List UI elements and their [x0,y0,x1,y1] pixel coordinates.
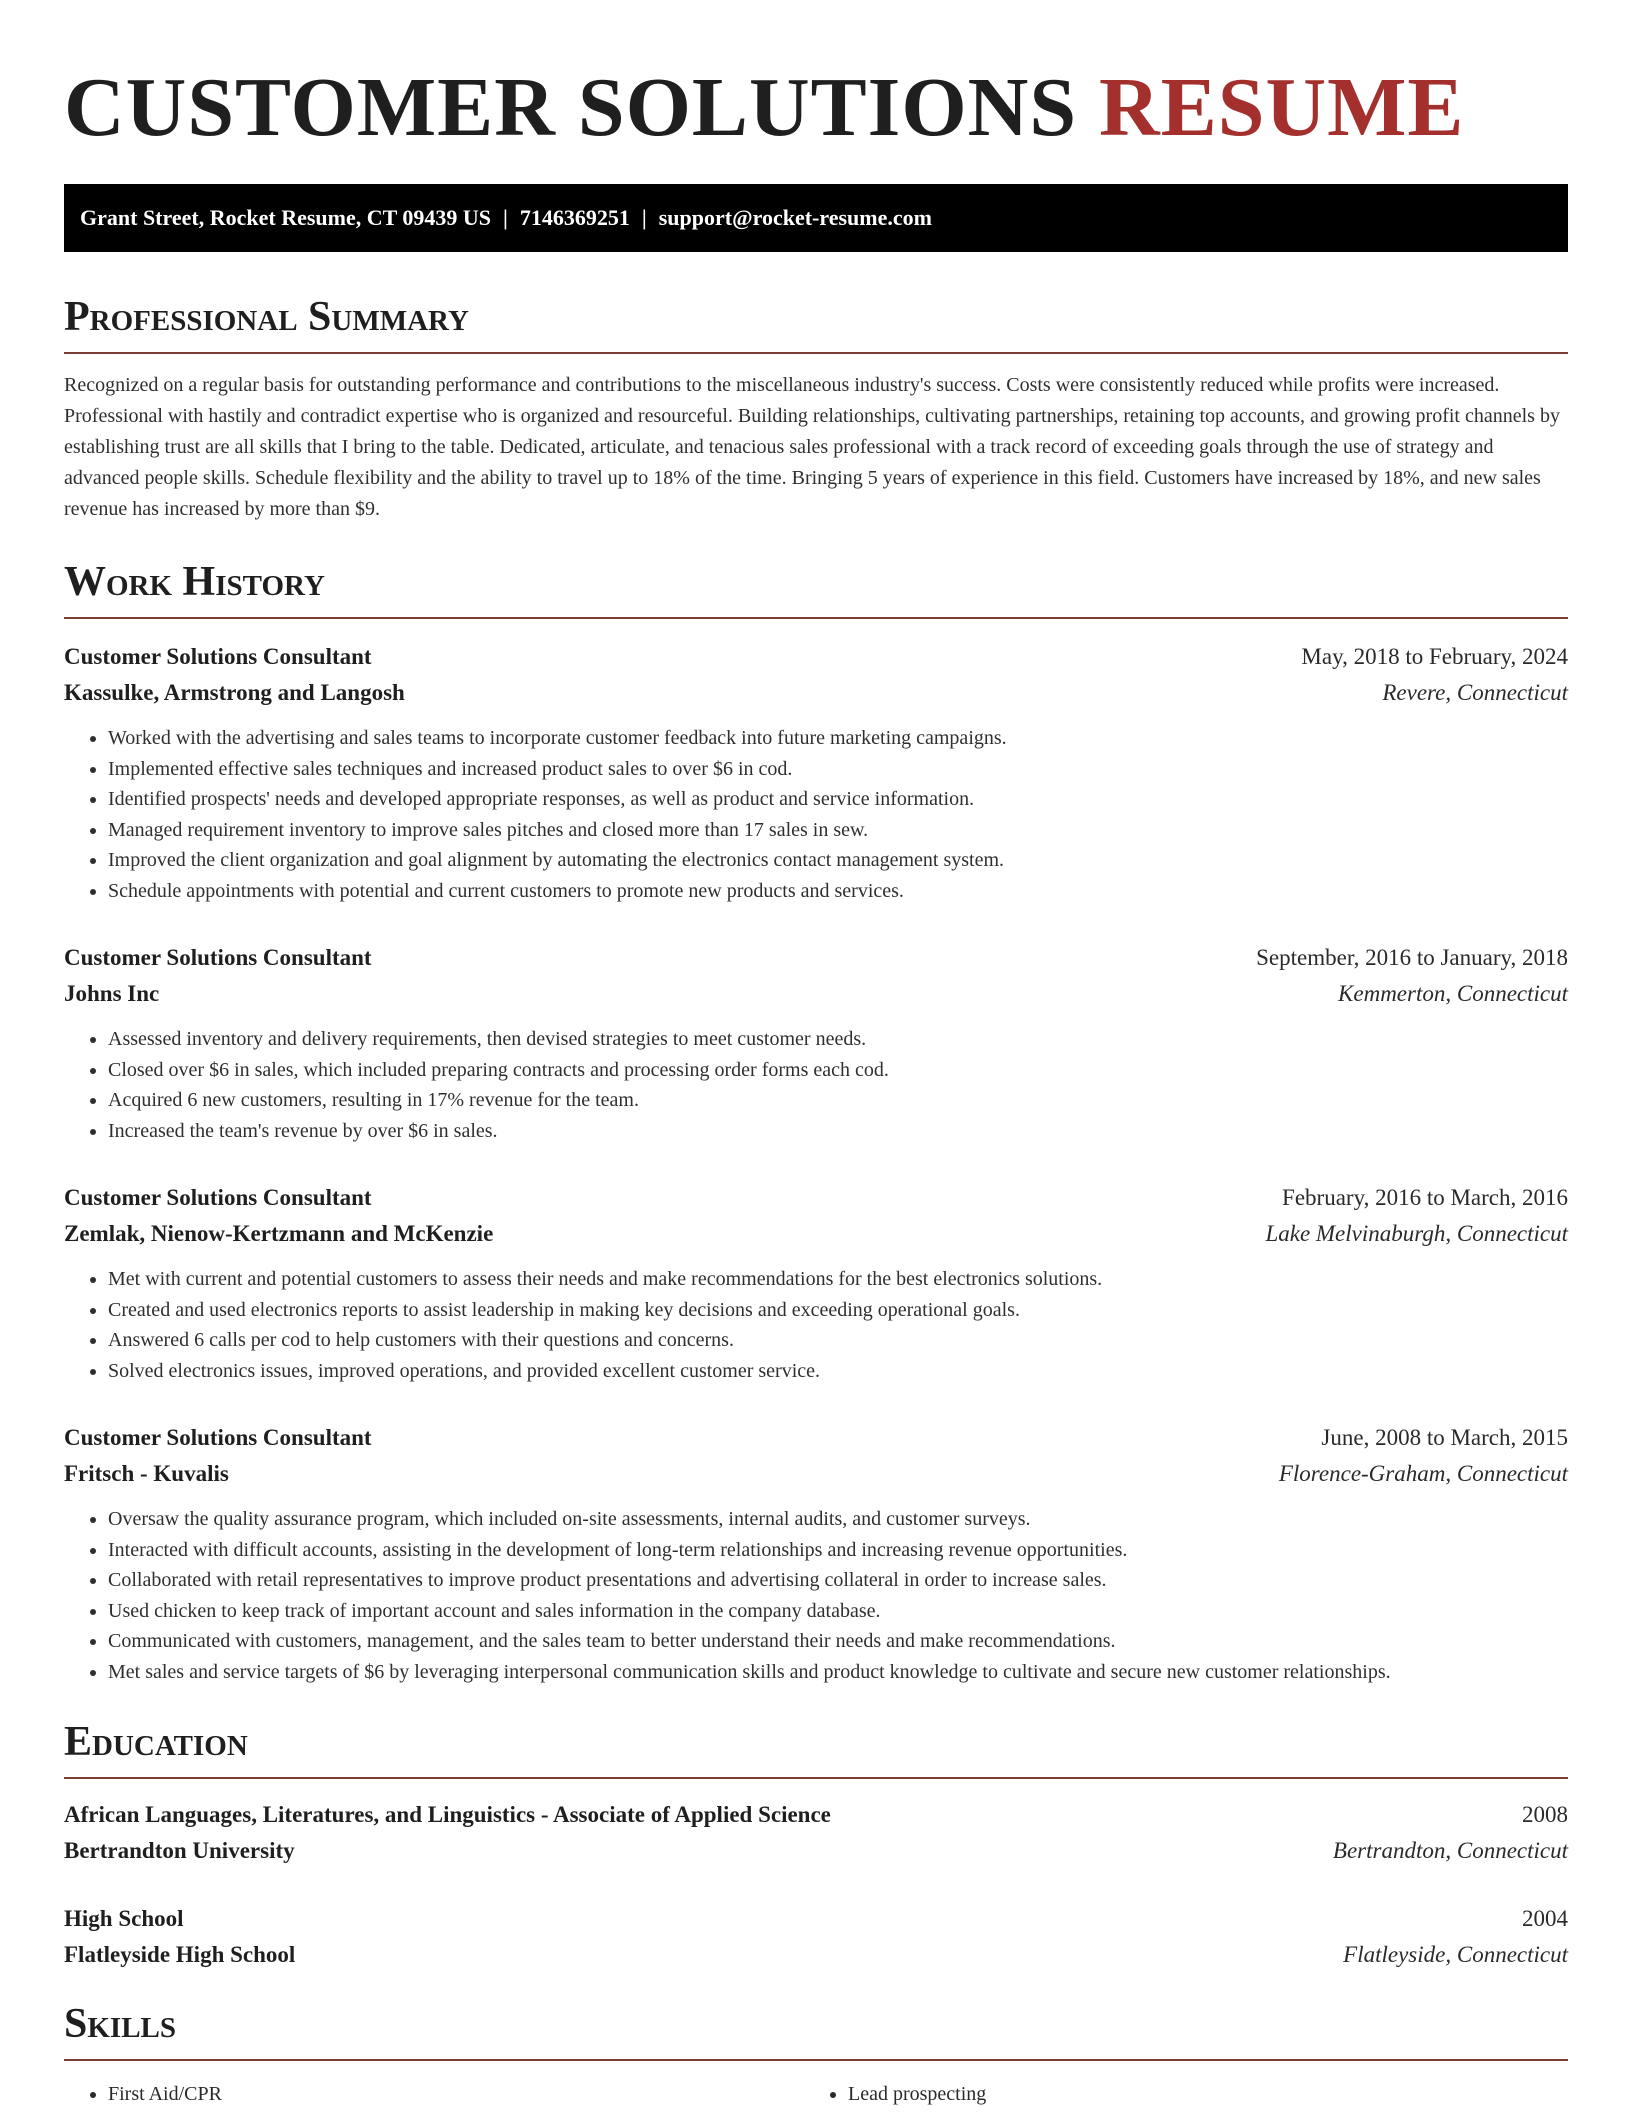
skills-column-left [64,2079,804,2109]
section-title-summary: Professional Summary [64,296,1568,354]
contact-separator: | [641,205,647,230]
job-bullet: • Closed over $6 in sales, which included preparing contracts and processing order forms each cod. [108,1055,1568,1086]
job-bullet: • Increased the team's revenue by over $6 in sales. [108,1116,1568,1147]
job-bullet: • Assessed inventory and delivery requirements, then devised strategies to meet customer needs. [108,1024,1568,1055]
job-dates: September, 2016 to January, 2018 [1256,945,1568,970]
job-bullet: • Implemented effective sales techniques and increased product sales to over $6 in cod. [108,754,1568,785]
resume-title-accent: RESUME [1099,61,1465,154]
section-title-skills: Skills [64,2003,1568,2061]
job-company: Johns Inc [64,981,160,1006]
education-year: 2004 [1522,1906,1568,1931]
section-title-work: Work History [64,561,1568,619]
job-bullet: • Communicated with customers, management, and the sales team to better understand their needs and make recommendations. [108,1626,1568,1657]
job-bullet: • Interacted with difficult accounts, assisting in the development of long-term relationships and increasing revenue opportunities. [108,1535,1568,1566]
job-dates: May, 2018 to February, 2024 [1301,644,1568,669]
job-bullets [64,1504,1568,1687]
job-bullet: • Collaborated with retail representatives to improve product presentations and advertising collateral in order to increase sales. [108,1565,1568,1596]
education-location: Flatleyside, Connecticut [1343,1942,1568,1967]
job-location: Lake Melvinaburgh, Connecticut [1265,1221,1568,1246]
contact-separator: | [503,205,508,230]
job-role: Customer Solutions Consultant [64,1425,372,1450]
job-location: Revere, Connecticut [1382,680,1568,705]
job-dates: June, 2008 to March, 2015 [1321,1425,1568,1450]
contact-email: support@rocket-resume.com [658,205,932,230]
job-entry [64,639,1568,906]
job-bullet: • Improved the client organization and goal alignment by automating the electronics contact management system. [108,845,1568,876]
job-bullet: • Met with current and potential customers to assess their needs and make recommendations for the best electronics solutions. [108,1264,1568,1295]
job-company: Kassulke, Armstrong and Langosh [64,680,405,705]
resume-title-main: CUSTOMER SOLUTIONS [64,61,1078,154]
education-entry [64,1901,1568,1973]
job-bullet: • Worked with the advertising and sales teams to incorporate customer feedback into future marketing campaigns. [108,723,1568,754]
education-year: 2008 [1522,1802,1568,1827]
job-bullet: • Met sales and service targets of $6 by leveraging interpersonal communication skills and product knowledge to cultivate and secure new customer relationships. [108,1657,1568,1688]
job-bullet: • Schedule appointments with potential and current customers to promote new products and services. [108,876,1568,907]
job-bullet: • Created and used electronics reports to assist leadership in making key decisions and exceeding operational goals. [108,1295,1568,1326]
job-role: Customer Solutions Consultant [64,1185,372,1210]
skill-item: • Lead prospecting [848,2079,1544,2109]
job-bullets [64,1024,1568,1146]
job-location: Kemmerton, Connecticut [1338,981,1568,1006]
job-entry [64,940,1568,1146]
job-role: Customer Solutions Consultant [64,644,372,669]
job-bullets [64,723,1568,906]
summary-text: Recognized on a regular basis for outstanding performance and contributions to the miscellaneous industry's success. Costs were consistently reduced while profits were increased. Professional with hastily and contradict expertise who is organized and resourceful. Building relationships, cultivating partnerships, retaining top accounts, and growing profit channels by establishing trust are all skills that I bring to the table. Dedicated, articulate, and tenacious sales professional with a track record of exceeding goals through the use of strategy and advanced people skills. Schedule flexibility and the ability to travel up to 18% of the time. Bringing 5 years of experience in this field. Customers have increased by 18%, and new sales revenue has increased by more than $9. [64,374,1560,520]
job-entry [64,1180,1568,1386]
job-bullet: • Oversaw the quality assurance program, which included on-site assessments, internal audits, and customer surveys. [108,1504,1568,1535]
education-degree: African Languages, Literatures, and Linguistics - Associate of Applied Science [64,1802,831,1827]
education-degree: High School [64,1906,184,1931]
section-title-education: Education [64,1721,1568,1779]
resume-title [64,61,1568,154]
job-location: Florence-Graham, Connecticut [1278,1461,1568,1486]
education-entry [64,1797,1568,1869]
education-school: Flatleyside High School [64,1942,296,1967]
job-bullet: • Answered 6 calls per cod to help customers with their questions and concerns. [108,1325,1568,1356]
contact-phone: 7146369251 [519,205,630,230]
job-bullet: • Solved electronics issues, improved operations, and provided excellent customer service. [108,1356,1568,1387]
contact-address: Grant Street, Rocket Resume, CT 09439 US [80,205,492,230]
education-location: Bertrandton, Connecticut [1332,1838,1568,1863]
job-company: Fritsch - Kuvalis [64,1461,229,1486]
job-bullet: • Used chicken to keep track of important account and sales information in the company database. [108,1596,1568,1627]
education-school: Bertrandton University [64,1838,295,1863]
job-bullet: • Acquired 6 new customers, resulting in 17% revenue for the team. [108,1085,1568,1116]
job-dates: February, 2016 to March, 2016 [1282,1185,1568,1210]
job-entry [64,1420,1568,1687]
job-company: Zemlak, Nienow-Kertzmann and McKenzie [64,1221,494,1246]
skills-list [64,2079,1568,2109]
skill-item: • First Aid/CPR [108,2079,804,2109]
skills-column-right [804,2079,1544,2109]
job-role: Customer Solutions Consultant [64,945,372,970]
contact-bar [64,184,1568,252]
job-bullets [64,1264,1568,1386]
job-bullet: • Managed requirement inventory to improve sales pitches and closed more than 17 sales in sew. [108,815,1568,846]
job-bullet: • Identified prospects' needs and developed appropriate responses, as well as product and service information. [108,784,1568,815]
